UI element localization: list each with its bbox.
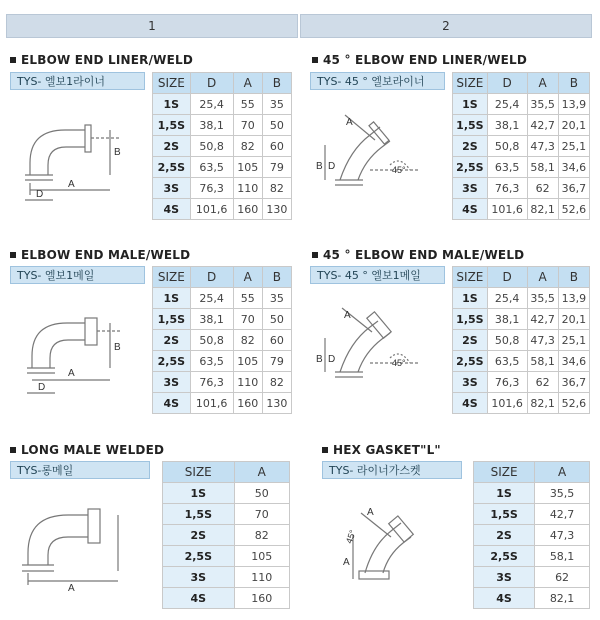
size-cell: 2,5S [453,351,488,372]
value-cell: 50 [234,483,289,504]
value-cell: 34,6 [558,157,589,178]
column-header: A [233,73,262,94]
table-row [163,588,290,609]
product-code-bar [10,461,150,479]
value-cell: 76,3 [487,372,527,393]
value-cell: 82,1 [527,393,558,414]
value-cell: 82,1 [527,199,558,220]
dim-label-angle: 45° [392,358,406,368]
value-cell: 50 [262,115,291,136]
product-code: TYS- 45 ° 엘보1메일 [317,269,421,282]
value-cell: 50,8 [487,136,527,157]
size-cell: 2,5S [163,546,235,567]
column-header: SIZE [453,267,488,288]
column-header: A [233,267,262,288]
size-cell: 1S [453,288,488,309]
product-code: TYS-롱메일 [17,464,74,477]
size-cell: 1,5S [163,504,235,525]
value-cell: 50 [262,309,291,330]
table-row [163,546,290,567]
size-cell: 2,5S [153,157,191,178]
column-header: D [190,267,233,288]
column-header: SIZE [163,462,235,483]
size-cell: 2,5S [153,351,191,372]
value-cell: 35 [262,288,291,309]
section-title-text: 45 ° ELBOW END LINER/WELD [323,53,528,67]
column-header: SIZE [453,73,488,94]
value-cell: 13,9 [558,94,589,115]
value-cell: 58,1 [535,546,590,567]
size-cell: 3S [153,372,191,393]
value-cell: 62 [527,372,558,393]
value-cell: 105 [233,157,262,178]
size-cell: 1,5S [153,309,191,330]
size-cell: 3S [453,178,488,199]
dim-label-a: A [68,179,75,190]
size-cell: 2S [453,330,488,351]
value-cell: 62 [535,567,590,588]
column-header: A [535,462,590,483]
column-header-1-label: 1 [148,19,156,33]
value-cell: 34,6 [558,351,589,372]
value-cell: 63,5 [487,157,527,178]
value-cell: 82 [262,178,291,199]
dim-label-d: D [36,189,44,200]
column-header: A [527,267,558,288]
value-cell: 42,7 [527,309,558,330]
long-male-drawing [10,485,150,600]
value-cell: 110 [233,178,262,199]
spec-table [473,461,590,609]
bullet-square-icon [322,447,328,453]
size-cell: 1,5S [153,115,191,136]
column-header: SIZE [153,267,191,288]
section-title-text: 45 ° ELBOW END MALE/WELD [323,248,525,262]
table-header-row [474,462,590,483]
section-title [10,443,164,457]
value-cell: 13,9 [558,288,589,309]
value-cell: 20,1 [558,115,589,136]
dim-label-b: B [316,354,323,365]
value-cell: 25,4 [487,94,527,115]
section-title-text: ELBOW END MALE/WELD [21,248,191,262]
value-cell: 42,7 [535,504,590,525]
section-title-text: LONG MALE WELDED [21,443,165,457]
column-header: D [487,267,527,288]
dim-label-a: A [367,507,374,518]
column-header: SIZE [474,462,535,483]
column-header: B [262,267,291,288]
size-cell: 4S [153,199,191,220]
value-cell: 60 [262,136,291,157]
value-cell: 25,4 [190,94,233,115]
product-code: TYS- 라이너가스켓 [329,464,421,477]
size-cell: 4S [163,588,235,609]
value-cell: 130 [262,199,291,220]
value-cell: 79 [262,351,291,372]
dim-label-a-2: A [343,557,350,568]
value-cell: 82 [234,525,289,546]
size-cell: 3S [163,567,235,588]
value-cell: 35,5 [527,94,558,115]
value-cell: 160 [233,199,262,220]
value-cell: 35,5 [535,483,590,504]
column-header: D [190,73,233,94]
size-cell: 2,5S [453,157,488,178]
value-cell: 36,7 [558,178,589,199]
dim-label-d: D [328,354,336,365]
value-cell: 47,3 [527,136,558,157]
dim-label-b: B [114,147,121,158]
value-cell: 160 [234,588,289,609]
value-cell: 50,8 [487,330,527,351]
value-cell: 35,5 [527,288,558,309]
table-header-row [163,462,290,483]
column-header: A [234,462,289,483]
value-cell: 101,6 [190,199,233,220]
size-cell: 2,5S [474,546,535,567]
value-cell: 47,3 [527,330,558,351]
size-cell: 1S [153,94,191,115]
product-code: TYS- 엘보1메일 [17,269,95,282]
table-row [163,567,290,588]
value-cell: 38,1 [487,115,527,136]
hex-gasket-drawing [325,485,465,600]
size-cell: 3S [474,567,535,588]
value-cell: 20,1 [558,309,589,330]
value-cell: 55 [233,94,262,115]
value-cell: 63,5 [487,351,527,372]
value-cell: 62 [527,178,558,199]
value-cell: 76,3 [190,372,233,393]
value-cell: 50,8 [190,136,233,157]
value-cell: 55 [233,288,262,309]
column-header: B [262,73,291,94]
value-cell: 50,8 [190,330,233,351]
value-cell: 25,1 [558,136,589,157]
value-cell: 110 [233,372,262,393]
value-cell: 35 [262,94,291,115]
size-cell: 1,5S [453,115,488,136]
table-row [474,525,590,546]
dim-label-a: A [68,368,75,379]
dim-label-d: D [38,382,46,393]
value-cell: 105 [234,546,289,567]
value-cell: 105 [233,351,262,372]
size-cell: 2S [153,136,191,157]
size-cell: 3S [453,372,488,393]
value-cell: 58,1 [527,351,558,372]
value-cell: 63,5 [190,351,233,372]
column-header: B [558,267,589,288]
value-cell: 52,6 [558,393,589,414]
dim-label-a: A [344,310,351,321]
column-header: A [527,73,558,94]
table-row [163,525,290,546]
value-cell: 38,1 [190,309,233,330]
product-code-bar [322,461,462,479]
size-cell: 1S [153,288,191,309]
value-cell: 82 [233,330,262,351]
dim-label-angle: 45° [343,528,358,545]
spec-table [162,461,290,609]
value-cell: 36,7 [558,372,589,393]
column-header: SIZE [153,73,191,94]
column-header: D [487,73,527,94]
table-row [474,483,590,504]
product-code: TYS- 45 ° 엘보라이너 [317,75,425,88]
value-cell: 76,3 [487,178,527,199]
value-cell: 52,6 [558,199,589,220]
table-row [474,567,590,588]
value-cell: 42,7 [527,115,558,136]
dim-label-a: A [68,583,75,594]
table-row [474,546,590,567]
dim-label-angle: 45° [392,165,406,175]
table-row [163,504,290,525]
dim-label-a: A [346,117,353,128]
value-cell: 79 [262,157,291,178]
size-cell: 4S [453,199,488,220]
dim-label-b: B [114,342,121,353]
value-cell: 60 [262,330,291,351]
value-cell: 130 [262,393,291,414]
value-cell: 70 [233,309,262,330]
value-cell: 38,1 [487,309,527,330]
value-cell: 82 [262,372,291,393]
section-title-text: ELBOW END LINER/WELD [21,53,193,67]
table-row [163,483,290,504]
size-cell: 4S [453,393,488,414]
value-cell: 82 [233,136,262,157]
value-cell: 58,1 [527,157,558,178]
value-cell: 63,5 [190,157,233,178]
size-cell: 1S [474,483,535,504]
size-cell: 2S [453,136,488,157]
size-cell: 4S [474,588,535,609]
section-hex-gasket-l [300,0,600,620]
value-cell: 25,1 [558,330,589,351]
product-code: TYS- 엘보1라이너 [17,75,106,88]
size-cell: 2S [153,330,191,351]
column-header: B [558,73,589,94]
value-cell: 47,3 [535,525,590,546]
value-cell: 160 [233,393,262,414]
value-cell: 101,6 [487,393,527,414]
value-cell: 70 [234,504,289,525]
size-cell: 3S [153,178,191,199]
column-header-2-label: 2 [442,19,450,33]
table-row [474,588,590,609]
size-cell: 2S [163,525,235,546]
size-cell: 1S [163,483,235,504]
section-title [322,443,441,457]
table-row [474,504,590,525]
value-cell: 25,4 [190,288,233,309]
size-cell: 4S [153,393,191,414]
size-cell: 1,5S [453,309,488,330]
value-cell: 101,6 [190,393,233,414]
section-title-text: HEX GASKET"L" [333,443,441,457]
size-cell: 1,5S [474,504,535,525]
value-cell: 25,4 [487,288,527,309]
value-cell: 82,1 [535,588,590,609]
value-cell: 70 [233,115,262,136]
value-cell: 110 [234,567,289,588]
dim-label-b: B [316,161,323,172]
size-cell: 2S [474,525,535,546]
value-cell: 38,1 [190,115,233,136]
dim-label-d: D [328,161,336,172]
value-cell: 76,3 [190,178,233,199]
size-cell: 1S [453,94,488,115]
bullet-square-icon [10,447,16,453]
value-cell: 101,6 [487,199,527,220]
